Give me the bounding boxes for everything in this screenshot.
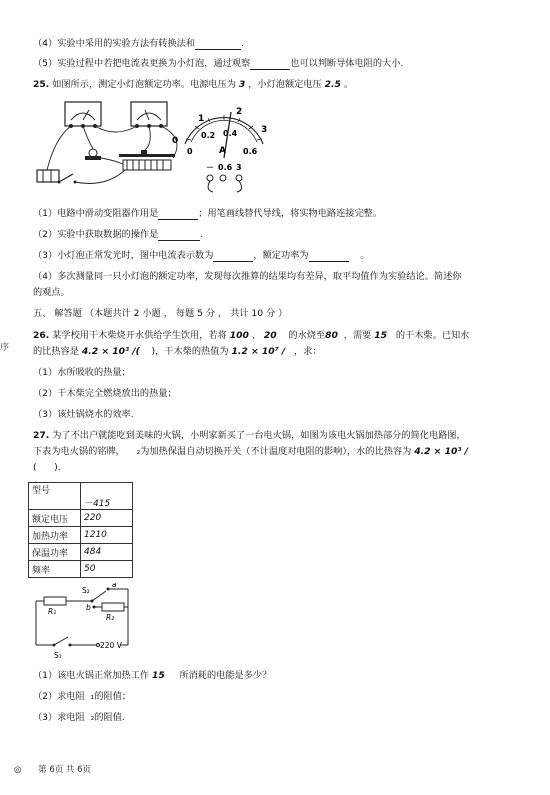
q27-part3: （3）求电阻 ₂的阻值. [33, 712, 125, 723]
footer-symbol-icon: ◎ [14, 765, 22, 775]
bulb-icon [85, 149, 101, 160]
svg-text:3: 3 [261, 125, 268, 135]
q27-stem-cont: 下表为电火锅的铭牌， ₂为加热保温自动切换开关（不计温度对电阻的影响），水的比热容为 4.2 × 10³ / [33, 446, 468, 457]
answer-blank[interactable] [213, 251, 253, 262]
circuit-apparatus-figure [35, 98, 275, 194]
table-row: 加热功率 1210 [29, 527, 133, 544]
svg-text:0: 0 [172, 136, 179, 146]
ammeter-dial [172, 107, 267, 192]
voltmeter-device [65, 102, 101, 128]
q27-stem: 27. 为了不出户就能吃到美味的火锅，小明家新买了一台电火锅，如图为该电火锅加热部分的简化电路图， [33, 430, 466, 441]
svg-text:1: 1 [198, 114, 205, 124]
switch-icon [58, 174, 77, 184]
q24-part5: （5）实验过程中若把电流表更换为小灯泡，通过观察 也可以判断导体电阻的大小. [33, 58, 404, 69]
table-row: 额定电压 220 [29, 510, 133, 527]
svg-text:0: 0 [187, 147, 193, 156]
q27-stem-cont2: ( ). [33, 462, 61, 473]
svg-text:2: 2 [236, 107, 243, 117]
q26-part3: （3）该灶锅烧水的效率. [33, 409, 134, 420]
svg-text:0.6: 0.6 [218, 163, 233, 172]
svg-text:b: b [86, 603, 91, 612]
switch-s1 [54, 637, 68, 645]
svg-text:0.6: 0.6 [243, 147, 258, 156]
battery-icon [37, 170, 59, 182]
svg-text:220 V: 220 V [100, 641, 122, 650]
ammeter-device [131, 102, 167, 128]
table-row: 型号 －415 [29, 483, 133, 510]
svg-text:0.4: 0.4 [223, 129, 238, 138]
nameplate-table [28, 482, 133, 578]
q25-stem: 25. 如图所示，测定小灯泡额定功率。电源电压为 3 ，小灯泡额定电压 2.5 。 [33, 79, 354, 90]
page-number: 第 6页 共 6页 [38, 765, 92, 775]
rheostat-icon [119, 150, 175, 170]
q25-part4: （4）多次测量同一只小灯泡的额定功率，发现每次推算的结果均有差异，取平均值作为实验结论。简述你 [33, 271, 462, 282]
q26-part1: （1）水所吸收的热量； [33, 367, 131, 378]
svg-text:A: A [219, 146, 226, 156]
q24-part4: （4）实验中采用的实验方法有转换法和 . [33, 38, 244, 49]
q25-part2: （2）实验中获取数据的操作是 . [33, 229, 204, 240]
table-row: 保温功率 484 [29, 544, 133, 561]
svg-text:3: 3 [236, 163, 242, 172]
q27-part1: （1）该电火锅正常加热工作 15 所消耗的电能是多少？ [33, 670, 272, 681]
svg-text:－: － [206, 163, 214, 172]
answer-blank[interactable] [195, 39, 241, 50]
q26-part2: （2）干木柴完全燃烧放出的热量； [33, 388, 177, 399]
svg-text:S₂: S₂ [82, 586, 90, 595]
svg-text:a: a [112, 583, 117, 589]
answer-blank[interactable] [158, 209, 198, 220]
svg-text:0.2: 0.2 [201, 131, 216, 140]
svg-text:R₁: R₁ [48, 607, 57, 616]
table-row: 频率 50 [29, 561, 133, 578]
answer-blank[interactable] [309, 251, 349, 262]
svg-text:S₁: S₁ [54, 651, 62, 660]
hotpot-circuit-diagram [30, 583, 140, 663]
q26-stem-cont: 的比热容是 4.2 × 10³ /( )，干木柴的热值为 1.2 × 10⁷ / ，求： [33, 346, 322, 357]
q25-part4-cont: 的观点。 [33, 287, 70, 298]
q27-part2: （2）求电阻 ₁的阻值； [33, 691, 132, 702]
svg-text:R₂: R₂ [106, 613, 115, 622]
resistor-r2 [102, 603, 124, 611]
answer-blank[interactable] [250, 59, 290, 70]
answer-blank[interactable] [158, 230, 200, 241]
page-footer [14, 763, 91, 775]
q25-part3: （3）小灯泡正常发光时，图中电流表示数为 ，额定功率为 。 [33, 250, 370, 261]
q25-part1: （1）电路中滑动变阻器作用是 ；用笔画线替代导线，将实物电路连接完整。 [33, 208, 383, 219]
side-margin-label: 序 [0, 343, 10, 353]
switch-s2 [92, 591, 106, 601]
resistor-r1 [44, 597, 66, 605]
section-five-heading: 五、 解答题 （本题共计 2 小题 ， 每题 5 分 ， 共计 10 分 ） [33, 308, 288, 319]
q26-stem: 26. 某学校用干木柴烧开水供给学生饮用，若将 100 、 20 的水烧至80 ，需要 15 的干木柴。已知水 [33, 330, 470, 341]
